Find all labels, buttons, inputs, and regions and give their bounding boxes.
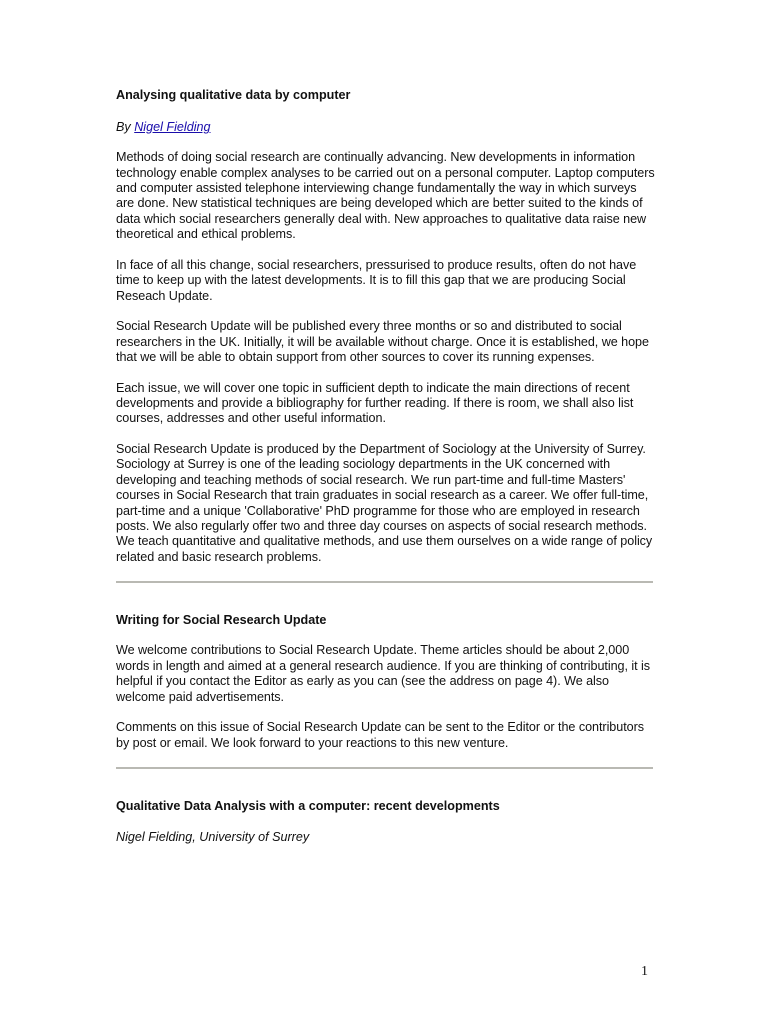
article-paragraph-1: Methods of doing social research are continually advancing. New developments in information technology enable complex analyses to be carried out on a personal computer. Laptop computers and computer assisted telephone interviewing change fundamentally the way in which surveys are done. New statistical techniques are being developed which are better suited to the kinds of data which social researchers generally deal with. New approaches to qualitative data raise new theoretical and ethical problems. [116,150,655,242]
article-paragraph-2: In face of all this change, social researchers, pressurised to produce results, often do not have time to keep up with the latest developments. It is to fill this gap that we are producing Social Reseach Update. [116,257,637,303]
article-paragraph-4: Each issue, we will cover one topic in sufficient depth to indicate the main directions of recent developments and provide a bibliography for further reading. If there is room, we shall also list courses, addresses and other useful information. [116,380,634,426]
article-byline [116,119,656,135]
article-title: Analysing qualitative data by computer [116,88,351,102]
byline-prefix: By [116,120,135,134]
document-body [116,87,656,845]
qda-section-title: Qualitative Data Analysis with a computer: recent developments [116,799,500,814]
writing-paragraph-1: We welcome contributions to Social Research Update. Theme articles should be about 2,000 words in length and aimed at a general research audience. If you are thinking of contributing, it is helpful if you contact the Editor as early as you can (see the address on page 4). We also welcome paid advertisements. [116,643,651,704]
article-paragraph-5: Social Research Update is produced by the Department of Sociology at the University of Surrey. Sociology at Surrey is one of the leading sociology departments in the UK concerned with developing and teaching methods of social research. We run part-time and full-time Masters' courses in Social Research that train graduates in social research as a career. We offer full-time, part-time and a unique 'Collaborative' PhD programme for those who are employed in research posts. We also regularly offer two and three day courses on aspects of social research methods. We teach quantitative and qualitative methods, and use them ourselves on a wide range of policy related and basic research problems. [116,442,653,564]
writing-section-title: Writing for Social Research Update [116,613,327,628]
qda-author: Nigel Fielding, University of Surrey [116,830,310,845]
page-number: 1 [641,964,648,979]
article-paragraph-3: Social Research Update will be published every three months or so and distributed to social researchers in the UK. Initially, it will be available without charge. Once it is established, we hope that we will be able to obtain support from other sources to cover its running expenses. [116,319,649,365]
author-link[interactable]: Nigel Fielding [134,120,211,134]
section-divider-1 [116,581,653,583]
writing-paragraph-2: Comments on this issue of Social Research Update can be sent to the Editor or the contributors by post or email. We look forward to your reactions to this new venture. [116,720,645,750]
section-divider-2 [116,767,653,769]
